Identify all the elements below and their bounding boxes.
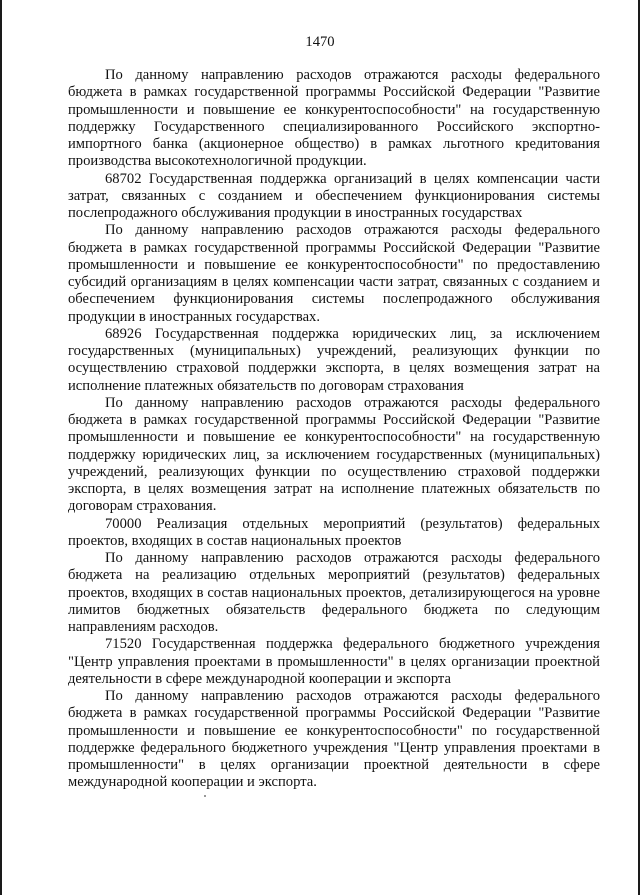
paragraph-4-code-68926: 68926 Государственная поддержка юридических лиц, за исключением государственных (муниципальных) учреждений, реализующих функции по осуществлению страховой поддержки экспорта, в целях возмещения затрат на исполнение платежных обязательств по договорам страхования [68, 325, 600, 394]
paragraph-1-description: По данному направлению расходов отражаются расходы федерального бюджета в рамках государственной программы Российской Федерации "Развитие промышленности и повышение ее конкурентоспособности" на государственную поддержку Государственного специализированного Российского экспортно-импортного банка (акционерное общество) в рамках льготного кредитования производства высокотехнологичной продукции. [68, 67, 600, 170]
paragraph-3-description: По данному направлению расходов отражаются расходы федерального бюджета в рамках государственной программы Российской Федерации "Развитие промышленности и повышение ее конкурентоспособности" по предоставлению субсидий организациям в целях компенсации части затрат, связанных с созданием и обеспечением функционирования системы послепродажного обслуживания продукции в иностранных государствах. [68, 222, 600, 325]
paragraph-8-code-71520: 71520 Государственная поддержка федерального бюджетного учреждения "Центр управления проектами в промышленности" в целях организации проектной деятельности в сфере международной кооперации и экспорта [68, 636, 600, 687]
paragraph-9-description: По данному направлению расходов отражаются расходы федерального бюджета в рамках государственной программы Российской Федерации "Развитие промышленности и повышение ее конкурентоспособности" по государственной поддержке федерального бюджетного учреждения "Центр управления проектами в промышленности" в целях организации проектной деятельности в сфере международной кооперации и экспорта. [68, 688, 600, 791]
scan-border-left [0, 0, 2, 895]
paragraph-2-code-68702: 68702 Государственная поддержка организаций в целях компенсации части затрат, связанных с созданием и обеспечением функционирования системы послепродажного обслуживания продукции в иностранных государствах [68, 170, 600, 221]
scan-speck [204, 795, 206, 797]
paragraph-6-code-70000: 70000 Реализация отдельных мероприятий (результатов) федеральных проектов, входящих в состав национальных проектов [68, 515, 600, 549]
page-number: 1470 [305, 34, 335, 50]
paragraph-5-description: По данному направлению расходов отражаются расходы федерального бюджета в рамках государственной программы Российской Федерации "Развитие промышленности и повышение ее конкурентоспособности" на государственную поддержку юридических лиц, за исключением государственных (муниципальных) учреждений, реализующих функции по осуществлению страховой поддержки экспорта, в целях возмещения затрат на исполнение платежных обязательств по договорам страхования. [68, 394, 600, 515]
paragraph-7-description: По данному направлению расходов отражаются расходы федерального бюджета на реализацию отдельных мероприятий (результатов) федеральных проектов, входящих в состав национальных проектов, детализирующегося на уровне лимитов бюджетных обязательств федерального бюджета по следующим направлениям расходов. [68, 550, 600, 635]
document-body [68, 67, 600, 792]
